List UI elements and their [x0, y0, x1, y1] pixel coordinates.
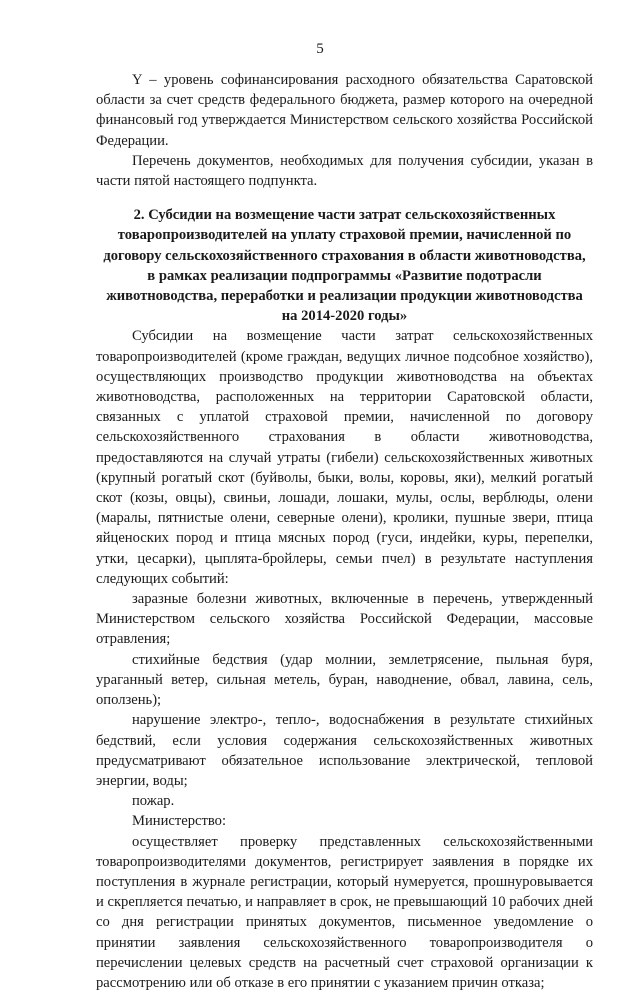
document-body — [96, 70, 593, 993]
paragraph-event-diseases: заразные болезни животных, включенные в перечень, утвержденный Министерством сельского хозяйства Российской Федерации, массовые отравления; — [96, 591, 593, 648]
page-number: 5 — [316, 41, 324, 57]
paragraph-event-utility-failure: нарушение электро-, тепло-, водоснабжения в результате стихийных бедствий, если условия содержания сельскохозяйственных животных предусматривают обязательное использование электрической, тепловой энергии, воды; — [96, 712, 593, 789]
paragraph-documents-list: Перечень документов, необходимых для получения субсидии, указан в части пятой настоящего подпункта. — [96, 152, 593, 190]
paragraph-ministry-verification: осуществляет проверку представленных сельскохозяйственными товаропроизводителями документов, регистрирует заявления в порядке их поступления в журнале регистрации, который нумеруется, прошнуровывается и скрепляется печатью, и направляет в срок, не превышающий 10 рабочих дней со дня регистрации принятых документов, письменное уведомление о принятии заявления сельскохозяйственного товаропроизводителя о перечислении целевых средств на расчетный счет страховой организации к рассмотрению или об отказе в его принятии с указанием причин отказа; — [96, 833, 593, 991]
paragraph-ministry: Министерство: — [132, 813, 227, 830]
section-heading: 2. Субсидии на возмещение части затрат сельскохозяйственных товаропроизводителей на уплату страховой премии, начисленной по договору сельскохозяйственного страхования в области животноводства, в рамках реализации подпрограммы «Развитие подотрасли животноводства, переработки и реализации продукции животноводства на 2014-2020 годы» — [103, 207, 586, 325]
paragraph-event-fire: пожар. — [132, 793, 175, 810]
paragraph-event-disasters: стихийные бедствия (удар молнии, землетрясение, пыльная буря, ураганный ветер, сильная метель, буран, наводнение, обвал, лавина, сель, оползень); — [96, 651, 593, 709]
paragraph-cofinancing-level: Y – уровень софинансирования расходного обязательства Саратовской области за счет средств федерального бюджета, размер которого на очередной финансовый год утверждается Министерством сельского хозяйства Российской Федерации. — [96, 72, 593, 149]
paragraph-subsidy-description: Субсидии на возмещение части затрат сельскохозяйственных товаропроизводителей (кроме граждан, ведущих личное подсобное хозяйство), осуществляющих производство продукции животноводства на объектах животноводства, расположенных на территории Саратовской области, связанных с уплатой страховой премии, начисленной по договору сельскохозяйственного страхования в области животноводства, предоставляются на случай утраты (гибели) сельскохозяйственных животных (крупный рогатый скот (буйволы, быки, волы, коровы, яки), мелкий рогатый скот (козы, овцы), свиньи, лошади, лошаки, мулы, ослы, верблюды, олени (маралы, пятнистые олени, северные олени), кролики, пушные звери, птица яйценоских пород и птица мясных пород (гуси, индейки, куры, перепелки, утки, цесарки), цыплята-бройлеры, семьи пчел) в результате наступления следующих событий: — [96, 328, 593, 587]
